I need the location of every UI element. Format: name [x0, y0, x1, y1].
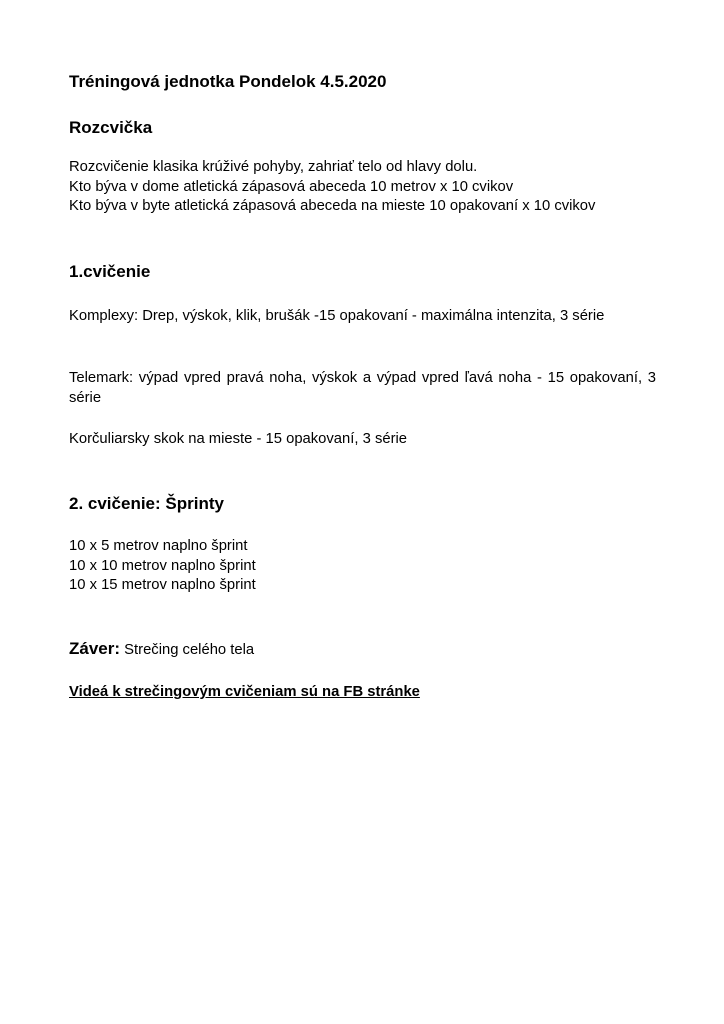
- sprint-line: 10 x 15 metrov naplno šprint: [69, 577, 256, 593]
- exercise1-paragraph: Komplexy: Drep, výskok, klik, brušák -15 opakovaní - maximálna intenzita, 3 série: [69, 308, 605, 324]
- closing-label: Záver:: [69, 639, 121, 658]
- exercise1-heading: 1.cvičenie: [69, 262, 151, 281]
- sprint-line: 10 x 10 metrov naplno šprint: [69, 557, 256, 574]
- warmup-text: [69, 158, 656, 217]
- exercise1-paragraph: Korčuliarsky skok na mieste - 15 opakovaní, 3 série: [69, 431, 408, 447]
- warmup-line: Kto býva v byte atletická zápasová abeceda na mieste 10 opakovaní x 10 cvikov: [69, 198, 596, 214]
- document-title: Tréningová jednotka Pondelok 4.5.2020: [69, 72, 387, 91]
- exercise1-paragraph: Telemark: výpad vpred pravá noha, výskok a výpad vpred ľavá noha - 15 opakovaní, 3 série: [69, 370, 656, 406]
- footer-note: Videá k strečingovým cvičeniam sú na FB stránke: [69, 684, 420, 700]
- warmup-heading: Rozcvička: [69, 118, 153, 137]
- closing-text: Strečing celého tela: [124, 642, 255, 658]
- exercise2-list: [69, 537, 656, 596]
- warmup-line: Kto býva v dome atletická zápasová abeceda 10 metrov x 10 cvikov: [69, 178, 514, 195]
- warmup-line: Rozcvičenie klasika krúživé pohyby, zahriať telo od hlavy dolu.: [69, 159, 478, 175]
- closing-line: [69, 638, 254, 661]
- exercise2-heading: 2. cvičenie: Šprinty: [69, 494, 224, 513]
- sprint-line: 10 x 5 metrov naplno šprint: [69, 538, 248, 554]
